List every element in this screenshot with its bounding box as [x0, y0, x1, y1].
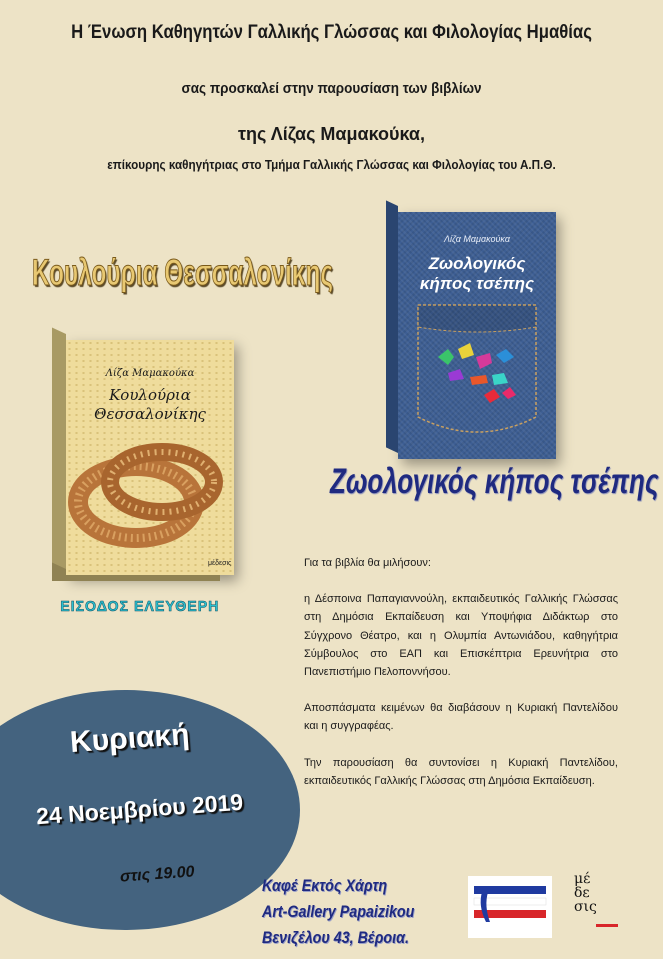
speakers-paragraph: η Δέσποινα Παπαγιαννούλη, εκπαιδευτικός Γαλλικής Γλώσσας στη Δημόσια Εκπαίδευση και Υποψήφια Διδάκτωρ στο Σύγχρονο Θέατρο, και η Ολυμπία Αντωνιάδου, καθηγήτρια Σύμβουλος στο ΕΑΠ και Επισκέπτρια Ερευνήτρια στο Πανεπιστήμιο Πελοποννήσου. [304, 593, 618, 679]
publisher-logo-text: μέδεσις [574, 871, 597, 915]
book1-big-title: Κουλούρια Θεσσαλονίκης [32, 252, 334, 293]
book2-cover-author: Λίζα Μαμακούκα [444, 234, 510, 244]
event-time: στις 19.00 [119, 863, 196, 886]
venue-street: Βενιζέλου 43, Βέροια. [262, 928, 409, 947]
denim-pocket-illustration [398, 297, 556, 457]
book2-spine [386, 200, 398, 453]
author-name: της Λίζας Μαμακούκα, [238, 124, 425, 144]
venue-address [262, 873, 414, 951]
readers-paragraph: Αποσπάσματα κειμένων θα διαβάσουν η Κυριακή Παντελίδου και η συγγραφέας. [304, 702, 618, 733]
book1-cover [66, 340, 234, 575]
publisher-logo-bar [596, 924, 618, 927]
book1-spine [52, 327, 66, 569]
event-day: Κυριακή [68, 717, 191, 760]
venue-name: Καφέ Εκτός Χάρτη [262, 876, 388, 895]
book1-cover-title-line2: Θεσσαλονίκης [94, 405, 206, 423]
author-title: επίκουρης καθηγήτριας στο Τμήμα Γαλλικής Γλώσσας και Φιλολογίας του Α.Π.Θ. [107, 157, 556, 172]
book1-cover-title [66, 386, 234, 424]
association-logo [468, 876, 552, 938]
publisher-logo [574, 872, 620, 934]
organizer-heading: Η Ένωση Καθηγητών Γαλλικής Γλώσσας και Φιλολογίας Ημαθίας [71, 22, 592, 43]
venue-gallery: Art-Gallery Papaizikou [262, 902, 415, 921]
book1-cover-author: Λίζα Μαμακούκα [105, 368, 195, 379]
book2-big-title: Ζωολογικός κήπος τσέπης [330, 462, 659, 501]
speakers-section [304, 554, 618, 790]
book2-cover-title [398, 254, 556, 294]
koulouri-bread-illustration [66, 440, 234, 560]
book2-cover-title-line2: κήπος τσέπης [419, 274, 535, 293]
free-entry-label: ΕΙΣΟΔΟΣ ΕΛΕΥΘΕΡΗ [60, 598, 220, 615]
book2-cover-title-line1: Ζωολογικός [428, 254, 526, 273]
moderator-paragraph: Την παρουσίαση θα συντονίσει η Κυριακή Παντελίδου, εκπαιδευτικός Γαλλικής Γλώσσας στη Δημόσια Εκπαίδευση. [304, 756, 618, 787]
event-date: 24 Νοεμβρίου 2019 [35, 788, 244, 830]
invitation-line: σας προσκαλεί στην παρουσίαση των βιβλίων [181, 80, 482, 97]
book1-publisher-logo: μέδεσις [208, 560, 232, 567]
book2-cover [398, 212, 556, 459]
speakers-intro: Για τα βιβλία θα μιλήσουν: [304, 557, 431, 569]
book1-cover-title-line1: Κουλούρια [109, 386, 191, 404]
